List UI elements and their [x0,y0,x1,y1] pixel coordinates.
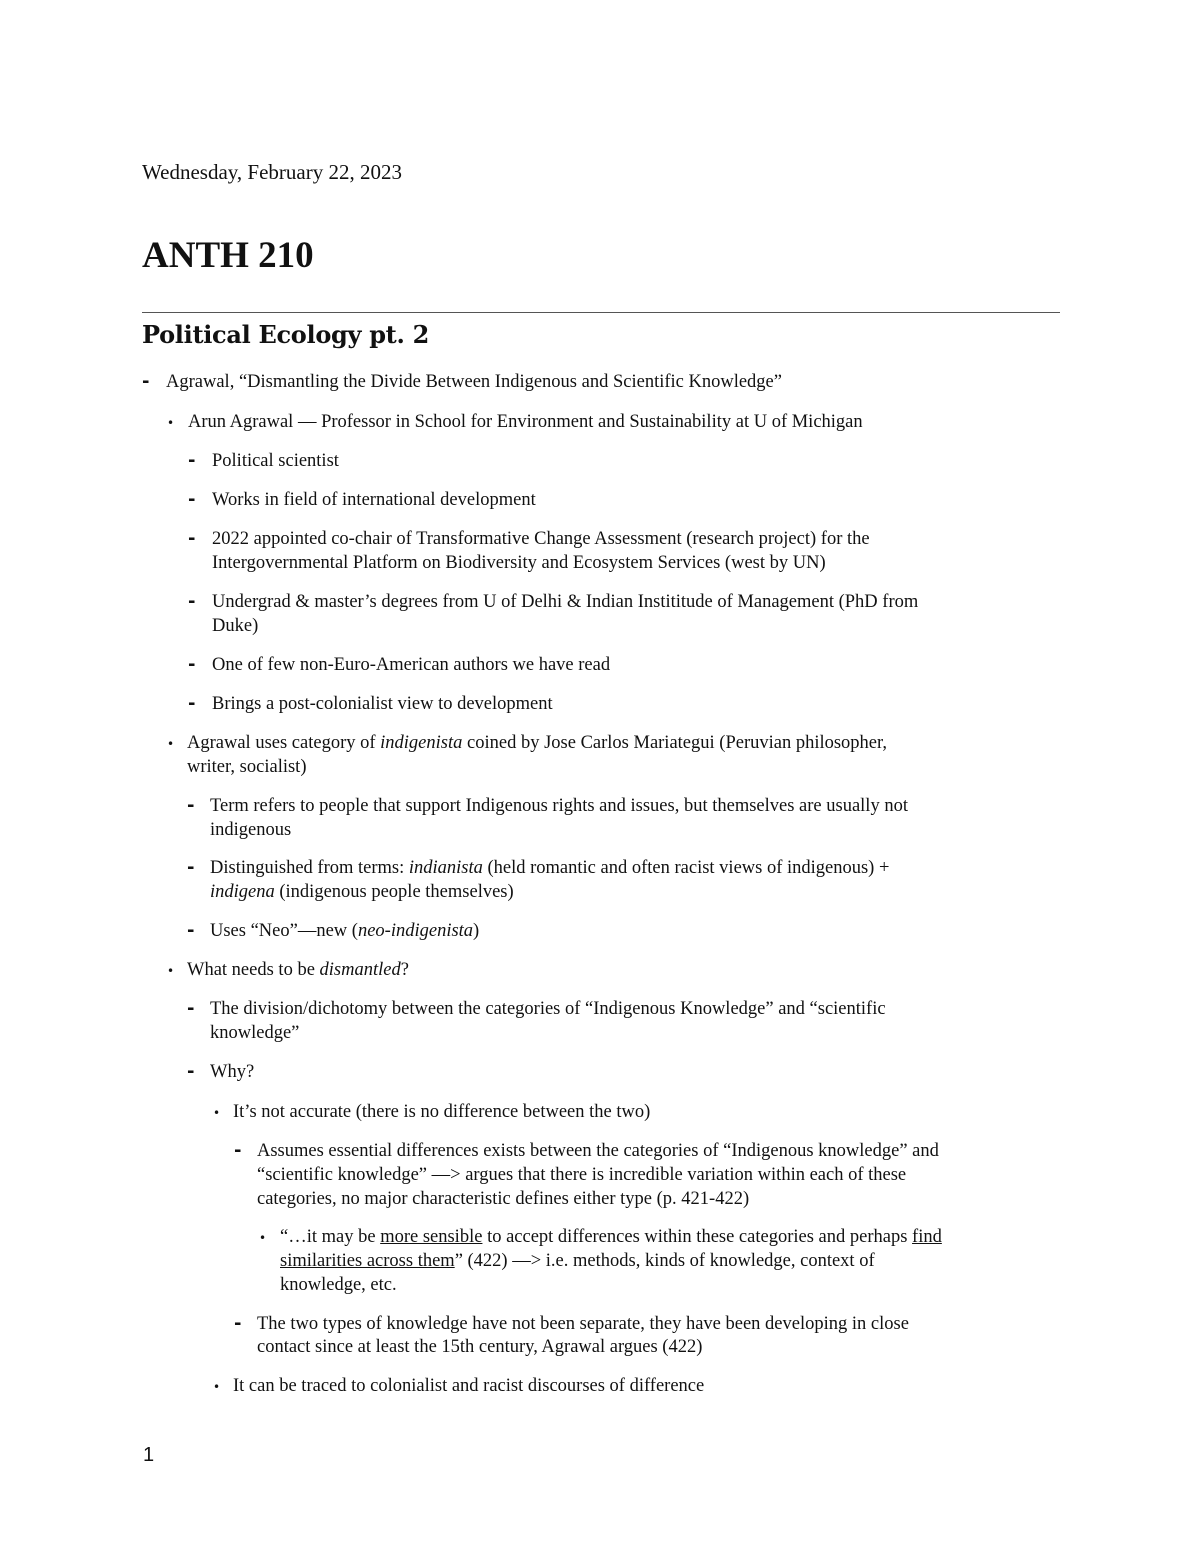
text-run: (held romantic and often racist views of indigenous) + [482,858,890,878]
list-item [210,919,479,943]
list-item: Arun Agrawal — Professor in School for Environment and Sustainability at U of Michigan [188,412,863,432]
list-item-continuation: Duke) [212,616,259,636]
dash-marker: - [187,857,195,878]
quote-item [280,1225,942,1249]
dash-marker: - [188,693,196,714]
list-item: Brings a post-colonialist view to development [212,694,553,714]
dash-marker: - [187,1061,195,1082]
bullet-marker: • [259,1231,267,1245]
list-item-continuation: knowledge” [210,1023,300,1043]
text-run: ” (422) —> i.e. methods, kinds of knowledge, context of [454,1251,875,1271]
text-run: Uses “Neo”—new ( [210,921,358,941]
text-run: What needs to be [187,960,320,980]
list-item: Undergrad & master’s degrees from U of Delhi & Indian Instititude of Management (PhD from [212,592,919,612]
emphasis: indigenista [380,733,463,753]
dash-marker: - [188,489,196,510]
list-item: The two types of knowledge have not been separate, they have been developing in close [257,1314,909,1334]
dash-marker: - [187,795,195,816]
text-run: Agrawal uses category of [187,733,381,753]
title-divider [142,312,1060,313]
list-item: Why? [210,1062,255,1082]
dash-marker: - [187,920,195,941]
text-run: “…it may be [280,1227,381,1247]
section-heading: Political Ecology pt. 2 [142,320,429,349]
list-item: It can be traced to colonialist and racist discourses of difference [233,1376,705,1396]
dash-marker: - [188,654,196,675]
list-item-continuation: Intergovernmental Platform on Biodiversity and Ecosystem Services (west by UN) [212,553,826,573]
list-item-continuation [210,880,514,904]
list-item: One of few non-Euro-American authors we have read [212,655,611,675]
dash-marker: - [142,371,150,392]
page-number: 1 [143,1444,155,1466]
list-item-continuation: indigenous [210,820,292,840]
dash-marker: - [187,998,195,1019]
dash-marker: - [188,528,196,549]
list-item: Political scientist [212,451,339,471]
bullet-marker: • [213,1106,221,1120]
list-item-continuation: contact since at least the 15th century, Agrawal argues (422) [257,1337,703,1357]
list-item: It’s not accurate (there is no difference between the two) [233,1102,651,1122]
text-run: ? [400,960,409,980]
list-item [210,856,889,880]
list-item: Assumes essential differences exists between the categories of “Indigenous knowledge” and [257,1141,939,1161]
list-item: Term refers to people that support Indigenous rights and issues, but themselves are usually not [210,796,908,816]
quote-continuation: knowledge, etc. [280,1275,397,1295]
text-run: coined by Jose Carlos Mariategui (Peruvian philosopher, [462,733,888,753]
text-run: (indigenous people themselves) [274,882,514,902]
note-date: Wednesday, February 22, 2023 [142,160,402,184]
list-item-continuation: writer, socialist) [187,757,307,777]
list-item-continuation: “scientific knowledge” —> argues that there is incredible variation within each of these [257,1165,907,1185]
underlined-text: find [912,1227,942,1247]
underlined-text: more sensible [380,1227,483,1247]
list-item [187,958,409,982]
dash-marker: - [188,450,196,471]
dash-marker: - [188,591,196,612]
underlined-text: similarities across them [280,1251,455,1271]
emphasis: neo-indigenista [357,921,474,941]
dash-marker: - [234,1313,242,1334]
list-item [187,731,887,755]
list-item: 2022 appointed co-chair of Transformative Change Assessment (research project) for the [212,529,870,549]
dash-marker: - [234,1140,242,1161]
list-item: Works in field of international development [212,490,536,510]
list-item: The division/dichotomy between the categories of “Indigenous Knowledge” and “scientific [210,999,886,1019]
emphasis: indigena [210,882,275,902]
emphasis: dismantled [319,960,401,980]
bullet-marker: • [167,737,175,751]
text-run: to accept differences within these categories and perhaps [482,1227,913,1247]
list-item: Agrawal, “Dismantling the Divide Between Indigenous and Scientific Knowledge” [166,372,782,392]
bullet-marker: • [213,1380,221,1394]
course-title: ANTH 210 [142,235,314,276]
emphasis: indianista [408,858,483,878]
text-run: Distinguished from terms: [210,858,409,878]
quote-continuation [280,1249,875,1273]
bullet-marker: • [167,416,175,430]
text-run: ) [473,921,480,941]
bullet-marker: • [167,964,175,978]
list-item-continuation: categories, no major characteristic defines either type (p. 421-422) [257,1189,750,1209]
